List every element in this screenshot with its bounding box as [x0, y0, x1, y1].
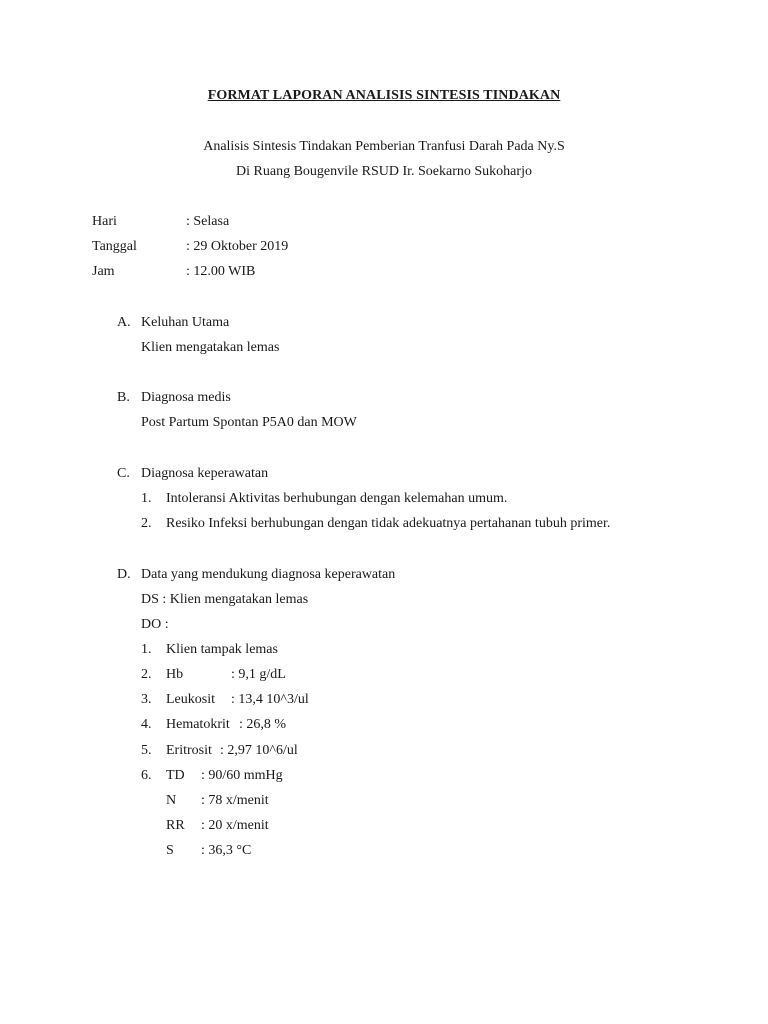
do-item-6-label: TD	[166, 768, 185, 783]
section-d-marker: D.	[117, 567, 131, 582]
section-c-item-2-num: 2.	[141, 516, 152, 531]
tanggal-label: Tanggal	[92, 239, 137, 254]
vital-rr-label: RR	[166, 818, 185, 833]
section-b-body: Post Partum Spontan P5A0 dan MOW	[141, 415, 357, 430]
section-d-ds: DS : Klien mengatakan lemas	[141, 592, 309, 607]
section-c-item-1-text: Intoleransi Aktivitas berhubungan dengan kelemahan umum.	[166, 491, 508, 506]
do-item-4-num: 4.	[141, 717, 152, 732]
section-c-item-1-num: 1.	[141, 491, 152, 506]
document-title: FORMAT LAPORAN ANALISIS SINTESIS TINDAKAN	[207, 88, 561, 103]
hari-label: Hari	[92, 214, 117, 229]
section-b-marker: B.	[117, 390, 130, 405]
section-d-heading: Data yang mendukung diagnosa keperawatan	[141, 567, 396, 582]
do-item-1-label: Klien tampak lemas	[166, 642, 278, 657]
section-b-heading: Diagnosa medis	[141, 390, 231, 405]
vital-n-value: : 78 x/menit	[201, 793, 269, 808]
do-item-6-num: 6.	[141, 768, 152, 783]
vital-s-value: : 36,3 °C	[201, 843, 252, 858]
hari-value: : Selasa	[186, 214, 230, 229]
vital-rr-value: : 20 x/menit	[201, 818, 269, 833]
do-item-5-num: 5.	[141, 743, 152, 758]
section-c-item-2-text: Resiko Infeksi berhubungan dengan tidak adekuatnya pertahanan tubuh primer.	[166, 516, 611, 531]
do-item-4-label: Hematokrit	[166, 717, 230, 732]
vital-n-label: N	[166, 793, 177, 808]
jam-label: Jam	[92, 264, 115, 279]
do-item-3-value: : 13,4 10^3/ul	[231, 692, 309, 707]
do-item-5-label: Eritrosit	[166, 743, 212, 758]
do-item-6-value: : 90/60 mmHg	[201, 768, 283, 783]
section-a-marker: A.	[117, 315, 131, 330]
do-item-3-label: Leukosit	[166, 692, 215, 707]
do-item-2-label: Hb	[166, 667, 184, 682]
subtitle-line-2: Di Ruang Bougenvile RSUD Ir. Soekarno Sukoharjo	[236, 164, 532, 179]
do-item-4-value: : 26,8 %	[239, 717, 287, 732]
section-d-do: DO :	[141, 617, 169, 632]
section-c-heading: Diagnosa keperawatan	[141, 466, 269, 481]
subtitle-line-1: Analisis Sintesis Tindakan Pemberian Tranfusi Darah Pada Ny.S	[203, 139, 565, 154]
do-item-5-value: : 2,97 10^6/ul	[220, 743, 298, 758]
section-c-marker: C.	[117, 466, 130, 481]
do-item-3-num: 3.	[141, 692, 152, 707]
jam-value: : 12.00 WIB	[186, 264, 256, 279]
tanggal-value: : 29 Oktober 2019	[186, 239, 289, 254]
vital-s-label: S	[166, 843, 174, 858]
do-item-1-num: 1.	[141, 642, 152, 657]
section-a-body: Klien mengatakan lemas	[141, 340, 280, 355]
do-item-2-num: 2.	[141, 667, 152, 682]
do-item-2-value: : 9,1 g/dL	[231, 667, 286, 682]
section-a-heading: Keluhan Utama	[141, 315, 230, 330]
